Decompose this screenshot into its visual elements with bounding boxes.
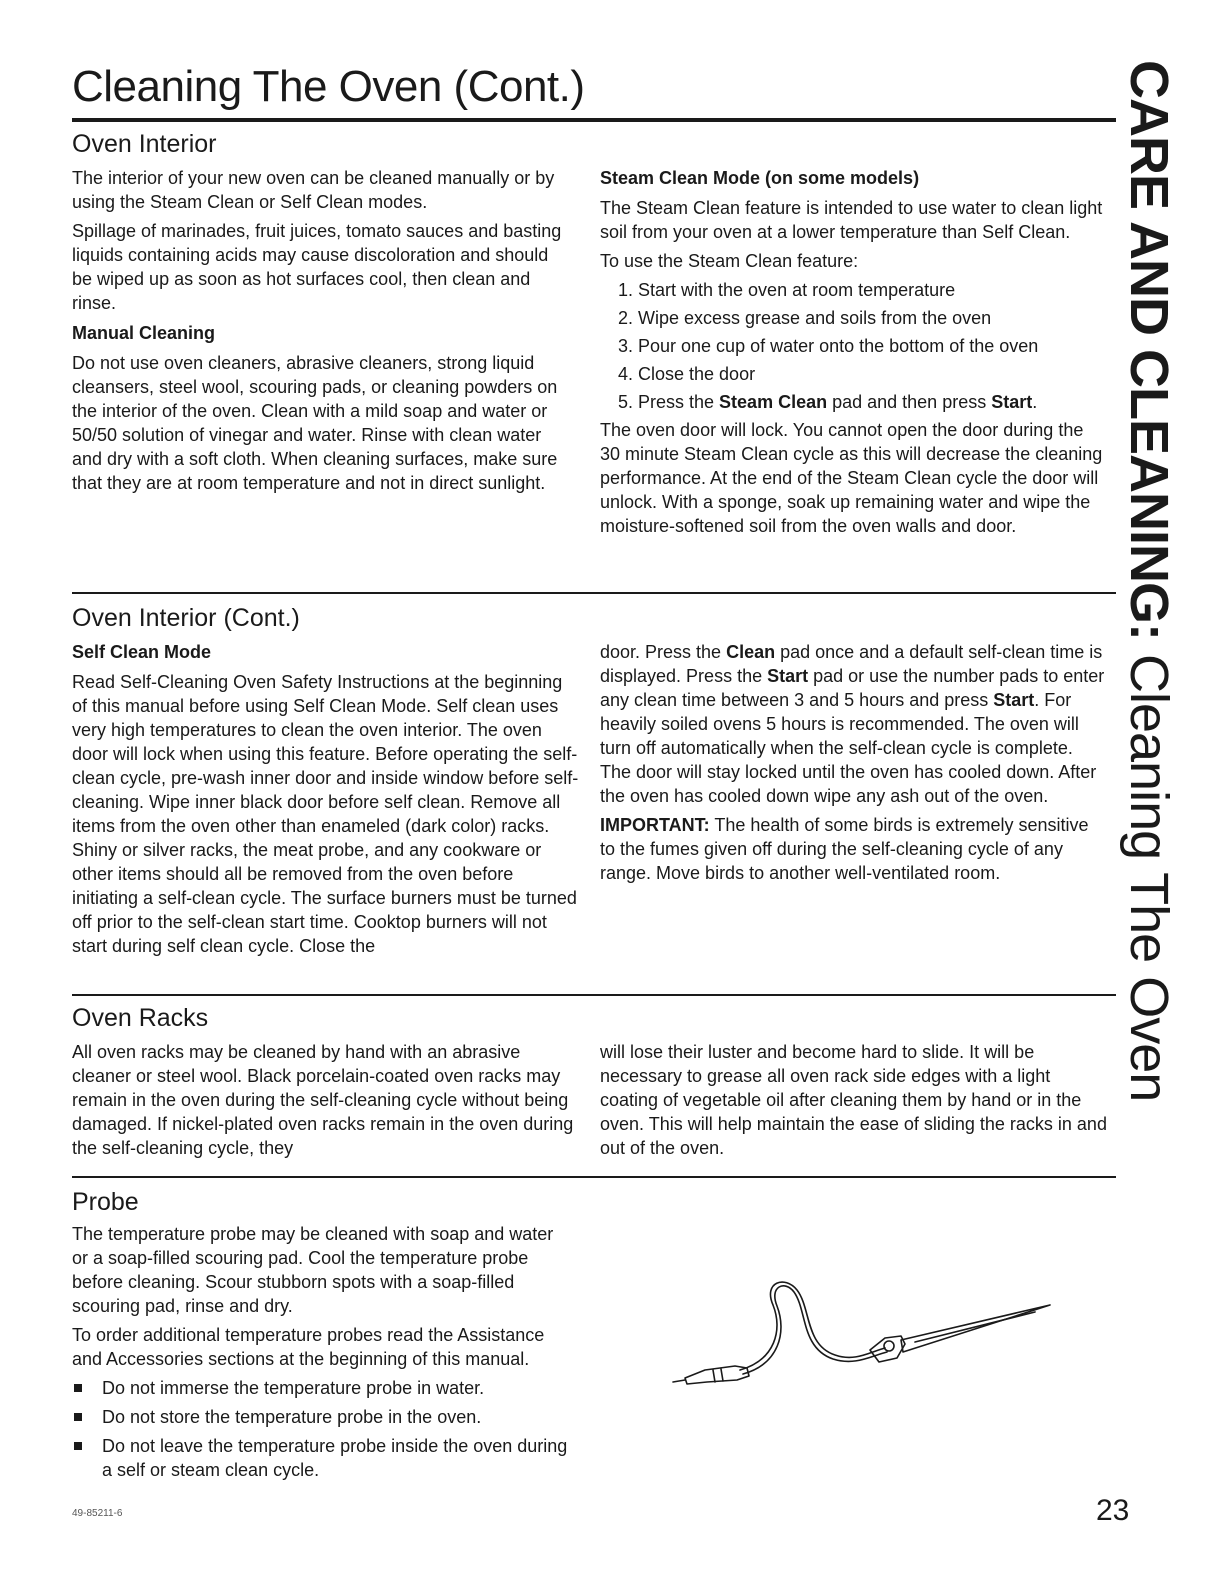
probe-cord: [740, 1282, 885, 1370]
bold-text: Clean: [726, 642, 776, 662]
oven-racks-left-column: [72, 1040, 582, 1165]
oven-interior-left-column: [72, 166, 572, 500]
text: The health of some birds is extremely sensitive to the fumes given off during the self-cleaning cycle of any range. Move birds to another well-ventilated room.: [600, 815, 1089, 883]
list-item: [72, 1405, 572, 1429]
paragraph: The oven door will lock. You cannot open the door during the 30 minute Steam Clean cycle as this will decrease the cleaning performance. At the end of the Steam Clean cycle the door will unlock. With a sponge, soak up remaining water and wipe the moisture-softened soil from the oven walls and door.: [600, 420, 1103, 536]
steam-clean-steps: [600, 278, 1108, 414]
probe-cord-outline: [743, 1286, 887, 1374]
list-item: 1. Start with the oven at room temperature: [638, 278, 1108, 302]
bullet-text: Do not store the temperature probe in the oven.: [102, 1407, 482, 1427]
probe-plug-ridge: [721, 1369, 723, 1381]
probe-column: [72, 1222, 572, 1487]
list-item: [638, 390, 1108, 414]
probe-plug-tip: [673, 1380, 685, 1382]
probe-plug-ridge: [713, 1370, 715, 1382]
page-title: Cleaning The Oven (Cont.): [72, 62, 585, 111]
paragraph: [600, 640, 1108, 808]
bold-text: Steam Clean: [719, 392, 828, 412]
bullet-text: Do not immerse the temperature probe in water.: [102, 1378, 485, 1398]
paragraph: Read Self-Cleaning Oven Safety Instructions at the beginning of this manual before using Self Clean Mode. Self clean uses very high temperatures to clean the oven interior. The oven door will lock when using this feature. Before operating the self-clean cycle, pre-wash inner door and inside window before self-cleaning. Wipe inner black door before self clean. Remove all items from the oven other than enameled (dark color) racks. Shiny or silver racks, the meat probe, and any cookware or other items should all be removed from the oven before initiating a self-clean cycle. The surface burners must be turned off prior to the self-clean start time. Cooktop burners will not start during self clean cycle. Close the: [72, 672, 579, 956]
oven-interior-right-column: [600, 166, 1108, 543]
square-bullet-icon: [74, 1384, 82, 1392]
document-code: 49-85211-6: [72, 1508, 123, 1519]
section-heading-oven-interior-cont: Oven Interior (Cont.): [72, 604, 300, 632]
probe-handle-detail: [884, 1341, 894, 1351]
square-bullet-icon: [74, 1442, 82, 1450]
section-heading-probe: Probe: [72, 1188, 139, 1216]
oven-interior-cont-left-column: [72, 640, 582, 963]
side-tab-bold: CARE AND CLEANING:: [1119, 60, 1179, 640]
bold-text: Start: [993, 690, 1035, 710]
oven-racks-right-column: [600, 1040, 1108, 1165]
paragraph: To use the Steam Clean feature:: [600, 251, 859, 271]
section-divider: [72, 994, 1116, 996]
bullet-text: Do not leave the temperature probe inside the oven during a self or steam clean cycle.: [102, 1436, 568, 1480]
paragraph: The temperature probe may be cleaned with soap and water or a soap-filled scouring pad. Cool the temperature probe before cleaning. Scour stubborn spots with a soap-filled scouring pad, rinse and dry.: [72, 1224, 554, 1316]
text: .: [1032, 392, 1038, 412]
probe-bullet-list: [72, 1376, 572, 1482]
subheading-manual-cleaning: Manual Cleaning: [72, 323, 216, 343]
paragraph: [600, 813, 1108, 885]
list-item: 3. Pour one cup of water onto the bottom of the oven: [638, 334, 1108, 358]
paragraph: Spillage of marinades, fruit juices, tomato sauces and basting liquids containing acids may cause discoloration and should be wiped up as soon as hot surfaces cool, then clean and rinse.: [72, 221, 562, 313]
section-divider: [72, 1176, 1116, 1178]
side-tab-light: Cleaning The Oven: [1119, 639, 1179, 1102]
section-heading-oven-interior: Oven Interior: [72, 130, 217, 158]
list-item: [72, 1376, 572, 1400]
side-tab-text: [1112, 60, 1186, 1101]
paragraph: The Steam Clean feature is intended to use water to clean light soil from your oven at a lower temperature than Self Clean.: [600, 198, 1103, 242]
temperature-probe-illustration: [665, 1270, 1065, 1400]
list-item: [72, 1434, 572, 1482]
paragraph: Do not use oven cleaners, abrasive cleaners, strong liquid cleansers, steel wool, scouring pads, or cleaning powders on the interior of the oven. Clean with a mild soap and water or 50/50 solution of vinegar and water. Rinse with clean water and dry with a soft cloth. When cleaning surfaces, make sure that they are at room temperature and not in direct sunlight.: [72, 353, 558, 493]
page-number: 23: [1096, 1494, 1130, 1527]
probe-needle-edge: [915, 1312, 1035, 1342]
section-divider: [72, 592, 1116, 594]
text: door. Press the: [600, 642, 727, 662]
paragraph: The interior of your new oven can be cleaned manually or by using the Steam Clean or Self Clean modes.: [72, 168, 555, 212]
side-tab: [1112, 60, 1186, 1102]
important-label: IMPORTANT:: [600, 815, 710, 835]
bold-text: Start: [991, 392, 1033, 412]
text: pad and then press: [827, 392, 992, 412]
list-item: 2. Wipe excess grease and soils from the oven: [638, 306, 1108, 330]
oven-interior-cont-right-column: [600, 640, 1108, 890]
bold-text: Start: [767, 666, 809, 686]
paragraph: will lose their luster and become hard to slide. It will be necessary to grease all oven rack side edges with a light coating of vegetable oil after cleaning them by hand or in the oven. This will help maintain the ease of sliding the racks in and out of the oven.: [600, 1042, 1107, 1158]
probe-needle: [901, 1305, 1050, 1352]
probe-handle: [870, 1336, 905, 1362]
text: pad once and a default self-clean time is displayed. Press the: [600, 642, 1103, 686]
list-item: 4. Close the door: [638, 362, 1108, 386]
text: . For heavily soiled ovens 5 hours is recommended. The oven will turn off automatically when the self-clean cycle is complete. The door will stay locked until the oven has cooled down. After the oven has cooled down wipe any ash out of the oven.: [600, 690, 1097, 806]
title-divider: [72, 118, 1116, 122]
square-bullet-icon: [74, 1413, 82, 1421]
probe-plug: [685, 1366, 749, 1384]
text: pad or use the number pads to enter any clean time between 3 and 5 hours and press: [600, 666, 1105, 710]
paragraph: To order additional temperature probes read the Assistance and Accessories sections at the beginning of this manual.: [72, 1325, 545, 1369]
section-heading-oven-racks: Oven Racks: [72, 1004, 209, 1032]
subheading-steam-clean: Steam Clean Mode (on some models): [600, 168, 920, 188]
paragraph: All oven racks may be cleaned by hand with an abrasive cleaner or steel wool. Black porcelain-coated oven racks may remain in the oven during the self-cleaning cycle without being damaged. If nickel-plated oven racks remain in the oven during the self-cleaning cycle, they: [72, 1042, 574, 1158]
text: Press the: [638, 392, 720, 412]
subheading-self-clean: Self Clean Mode: [72, 642, 212, 662]
